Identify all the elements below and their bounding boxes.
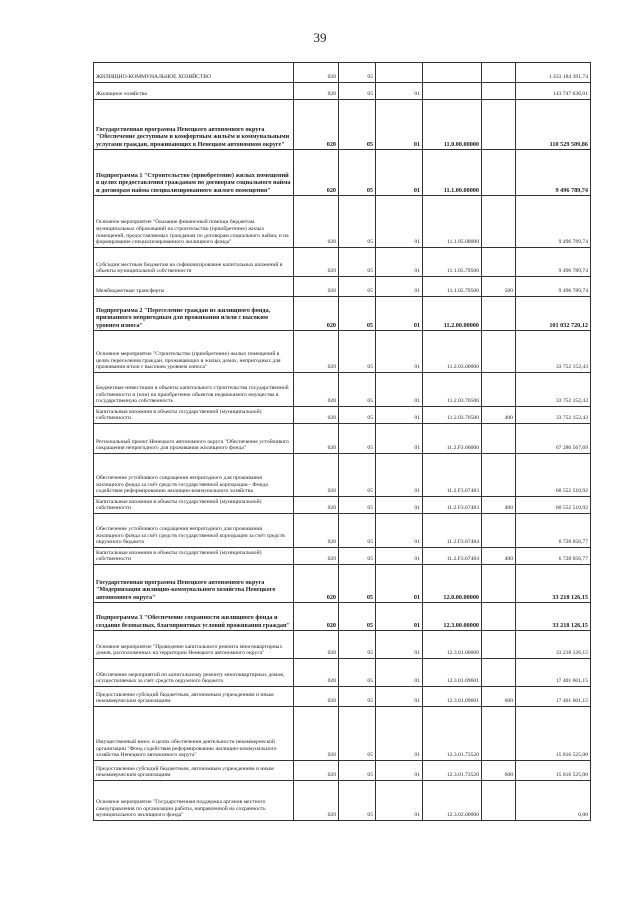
row-amount-cell: 9 496 789,74 [516,277,591,297]
row-section-cell: 05 [339,196,376,248]
row-amount-cell: 9 496 789,74 [516,248,591,277]
table-row [94,100,591,150]
row-section-cell: 05 [339,331,376,373]
table-row [94,781,591,821]
row-section-cell: 05 [339,248,376,277]
row-target-article-cell: 12.3.00.00000 [423,603,482,631]
row-expense-type-cell: 600 [482,761,516,781]
row-expense-type-cell [482,565,516,603]
row-name-cell: Межбюджетные трансферты [94,277,294,297]
table-row [94,687,591,707]
row-expense-type-cell [482,373,516,407]
table-row [94,373,591,407]
row-name-cell: Региональный проект Ненецкого автономного округа "Обеспечение устойчивого сокращения непригодного для проживания жилищного фонда" [94,424,294,454]
row-section-cell: 05 [339,373,376,407]
row-code-cell: 020 [294,497,339,514]
row-name-cell: Капитальные вложения в объекты государственной (муниципальной) собственности [94,497,294,514]
table-row [94,424,591,454]
row-section-cell: 05 [339,424,376,454]
row-subsection-cell: 01 [376,761,423,781]
row-amount-cell: 143 747 636,01 [516,83,591,100]
row-code-cell: 020 [294,548,339,565]
row-amount-cell: 60 552 510,92 [516,497,591,514]
row-code-cell: 020 [294,659,339,687]
row-section-cell: 05 [339,687,376,707]
row-code-cell: 020 [294,631,339,659]
row-section-cell: 05 [339,454,376,497]
row-section-cell: 05 [339,631,376,659]
table-row [94,277,591,297]
row-subsection-cell: 01 [376,248,423,277]
row-subsection-cell: 01 [376,565,423,603]
row-code-cell: 020 [294,565,339,603]
row-expense-type-cell [482,454,516,497]
row-code-cell: 020 [294,603,339,631]
row-amount-cell: 33 752 152,43 [516,407,591,424]
row-name-cell: Обеспечение устойчивого сокращения непригодного для проживания жилищного фонда за счёт средств государственной корпорации - Фонда содействия реформированию жилищно-коммунального хозяйства [94,454,294,497]
row-subsection-cell: 01 [376,196,423,248]
row-amount-cell: 6 728 056,77 [516,514,591,548]
row-amount-cell: 17 401 601,15 [516,659,591,687]
row-subsection-cell: 01 [376,150,423,196]
row-name-cell: Подпрограмма 3 "Обеспечение сохранности жилищного фонда и создание безопасных, благоприятных условий проживания граждан" [94,603,294,631]
row-target-article-cell: 12.3.01.00000 [423,631,482,659]
row-subsection-cell: 01 [376,659,423,687]
row-subsection-cell: 01 [376,497,423,514]
row-amount-cell: 33 752 152,43 [516,373,591,407]
row-expense-type-cell [482,297,516,331]
row-name-cell: Государственная программа Ненецкого автономного округа "Обеспечение доступным и комфортным жильём и коммунальными услугами граждан, проживающих в Ненецком автономном округе" [94,100,294,150]
row-amount-cell: 15 816 525,00 [516,707,591,761]
row-subsection-cell: 01 [376,454,423,497]
table-row [94,196,591,248]
row-expense-type-cell: 600 [482,687,516,707]
row-section-cell: 05 [339,100,376,150]
row-section-cell: 05 [339,707,376,761]
row-target-article-cell: 11.2.F3.67484 [423,514,482,548]
table-row [94,454,591,497]
row-target-article-cell: 11.2.00.00000 [423,297,482,331]
table-row [94,761,591,781]
row-section-cell: 05 [339,565,376,603]
row-target-article-cell: 11.2.03.70500 [423,373,482,407]
row-code-cell: 020 [294,781,339,821]
row-expense-type-cell [482,196,516,248]
row-target-article-cell: 12.3.01.09601 [423,687,482,707]
table-row [94,331,591,373]
row-expense-type-cell [482,631,516,659]
row-expense-type-cell [482,63,516,83]
row-subsection-cell: 01 [376,277,423,297]
row-code-cell: 020 [294,100,339,150]
row-expense-type-cell [482,781,516,821]
row-subsection-cell: 01 [376,514,423,548]
row-code-cell: 020 [294,331,339,373]
row-section-cell: 05 [339,83,376,100]
row-subsection-cell: 01 [376,297,423,331]
row-code-cell: 020 [294,407,339,424]
row-name-cell: Основное мероприятие "Строительство (приобретение) жилых помещений в целях переселения граждан, проживающих в жилых домах, непригодных для проживания и/или с высоким уровнем износа" [94,331,294,373]
row-subsection-cell: 01 [376,100,423,150]
row-name-cell: Капитальные вложения в объекты государственной (муниципальной) собственности [94,548,294,565]
row-amount-cell: 33 752 152,43 [516,331,591,373]
row-expense-type-cell: 400 [482,548,516,565]
row-name-cell: Бюджетные инвестиции в объекты капитального строительства государственной собственности и (или) на приобретение объектов недвижимого имущества в государственную собственность [94,373,294,407]
row-amount-cell: 110 529 509,86 [516,100,591,150]
row-code-cell: 020 [294,83,339,100]
row-target-article-cell: 12.3.02.00000 [423,781,482,821]
row-target-article-cell [423,63,482,83]
row-code-cell: 020 [294,63,339,83]
table-row [94,631,591,659]
row-subsection-cell: 01 [376,687,423,707]
row-target-article-cell: 11.1.05.79500 [423,277,482,297]
row-subsection-cell: 01 [376,424,423,454]
row-target-article-cell: 11.1.05.79500 [423,248,482,277]
row-subsection-cell: 01 [376,548,423,565]
row-name-cell: Обеспечение мероприятий по капитальному ремонту многоквартирных домов, осуществляемых за счёт средств окружного бюджета [94,659,294,687]
row-amount-cell: 0,00 [516,781,591,821]
row-amount-cell: 33 218 126,15 [516,565,591,603]
table-row [94,150,591,196]
row-name-cell: Государственная программа Ненецкого автономного округа "Модернизация жилищно-коммунального хозяйства Ненецкого автономного округа" [94,565,294,603]
row-amount-cell: 1 433 184 391,74 [516,63,591,83]
row-expense-type-cell [482,83,516,100]
row-amount-cell: 33 218 126,15 [516,631,591,659]
row-code-cell: 020 [294,373,339,407]
row-target-article-cell [423,83,482,100]
row-name-cell: Предоставление субсидий бюджетным, автономным учреждениям и иным некоммерческим организациям [94,687,294,707]
row-code-cell: 020 [294,297,339,331]
row-subsection-cell: 01 [376,603,423,631]
row-code-cell: 020 [294,687,339,707]
row-expense-type-cell [482,707,516,761]
budget-table [93,62,591,821]
row-target-article-cell: 12.0.00.00000 [423,565,482,603]
row-section-cell: 05 [339,781,376,821]
row-name-cell: Жилищное хозяйство [94,83,294,100]
row-code-cell: 020 [294,196,339,248]
row-subsection-cell: 01 [376,631,423,659]
row-amount-cell: 17 401 601,15 [516,687,591,707]
row-expense-type-cell [482,248,516,277]
row-name-cell: Подпрограмма 1 "Строительство (приобретение) жилых помещений в целях предоставления гражданам по договорам социального найма и договорам найма специализированного жилого помещения" [94,150,294,196]
row-name-cell: Основное мероприятие "Оказание финансовой помощи бюджетам муниципальных образований на строительство (приобретение) жилых помещений, предоставляемых гражданам по договорам социального найма, и на формирование специализированного жилищного фонда" [94,196,294,248]
row-target-article-cell: 11.2.F3.67484 [423,548,482,565]
row-section-cell: 05 [339,150,376,196]
table-row [94,63,591,83]
row-expense-type-cell: 400 [482,407,516,424]
row-target-article-cell: 12.3.01.73520 [423,761,482,781]
row-code-cell: 020 [294,424,339,454]
table-row [94,548,591,565]
row-code-cell: 020 [294,514,339,548]
row-code-cell: 020 [294,150,339,196]
row-subsection-cell [376,63,423,83]
row-section-cell: 05 [339,297,376,331]
row-target-article-cell: 11.2.03.00000 [423,331,482,373]
row-name-cell: Предоставление субсидий бюджетным, автономным учреждениям и иным некоммерческим организациям [94,761,294,781]
row-expense-type-cell [482,514,516,548]
row-target-article-cell: 12.3.01.73520 [423,707,482,761]
row-section-cell: 05 [339,63,376,83]
table-row [94,565,591,603]
row-section-cell: 05 [339,659,376,687]
row-target-article-cell: 11.1.00.00000 [423,150,482,196]
row-name-cell: ЖИЛИЩНО-КОММУНАЛЬНОЕ ХОЗЯЙСТВО [94,63,294,83]
row-subsection-cell: 01 [376,83,423,100]
row-target-article-cell: 11.2.F3.00000 [423,424,482,454]
table-row [94,603,591,631]
table-row [94,497,591,514]
table-row [94,514,591,548]
row-expense-type-cell [482,150,516,196]
row-amount-cell: 60 552 510,92 [516,454,591,497]
row-code-cell: 020 [294,248,339,277]
row-name-cell: Капитальные вложения в объекты государственной (муниципальной) собственности [94,407,294,424]
row-code-cell: 020 [294,454,339,497]
row-amount-cell: 9 496 789,74 [516,196,591,248]
row-name-cell: Основное мероприятие "Проведение капитального ремонта многоквартирных домов, расположенных на территории Ненецкого автономного округа" [94,631,294,659]
table-row [94,248,591,277]
row-section-cell: 05 [339,277,376,297]
table-row [94,659,591,687]
row-subsection-cell: 01 [376,373,423,407]
row-section-cell: 05 [339,497,376,514]
table-row [94,297,591,331]
row-subsection-cell: 01 [376,331,423,373]
row-expense-type-cell [482,424,516,454]
row-section-cell: 05 [339,514,376,548]
row-target-article-cell: 11.2.F3.67483 [423,454,482,497]
row-name-cell: Основное мероприятие "Государственная поддержка органов местного самоуправления по организации работы, направленной на сохранность муниципального жилищного фонда" [94,781,294,821]
row-expense-type-cell [482,331,516,373]
row-amount-cell: 33 218 126,15 [516,603,591,631]
row-subsection-cell: 01 [376,407,423,424]
row-code-cell: 020 [294,277,339,297]
row-name-cell: Субсидии местным бюджетам на софинансирование капитальных вложений в объекты муниципальной собственности [94,248,294,277]
row-amount-cell: 101 032 720,12 [516,297,591,331]
row-section-cell: 05 [339,548,376,565]
row-expense-type-cell [482,659,516,687]
row-amount-cell: 15 816 525,00 [516,761,591,781]
page-number: 39 [313,30,327,45]
table-row [94,83,591,100]
row-section-cell: 05 [339,407,376,424]
row-expense-type-cell: 500 [482,277,516,297]
row-target-article-cell: 11.1.05.00000 [423,196,482,248]
row-expense-type-cell [482,100,516,150]
row-name-cell: Подпрограмма 2 "Переселение граждан из жилищного фонда, признанного непригодным для проживания и/или с высоким уровнем износа" [94,297,294,331]
row-name-cell: Имущественный взнос в целях обеспечения деятельности некоммерческой организации "Фонд содействия реформированию жилищно-коммунального хозяйства Ненецкого автономного округа" [94,707,294,761]
row-amount-cell: 67 280 567,69 [516,424,591,454]
row-expense-type-cell: 400 [482,497,516,514]
row-subsection-cell: 01 [376,781,423,821]
row-target-article-cell: 11.2.03.70500 [423,407,482,424]
row-code-cell: 020 [294,707,339,761]
row-section-cell: 05 [339,603,376,631]
row-target-article-cell: 12.3.01.09601 [423,659,482,687]
row-section-cell: 05 [339,761,376,781]
row-code-cell: 020 [294,761,339,781]
row-amount-cell: 9 496 789,74 [516,150,591,196]
row-name-cell: Обеспечение устойчивого сокращения непригодного для проживания жилищного фонда за счёт средств государственной корпорации за счёт средств окружного бюджета [94,514,294,548]
row-amount-cell: 6 728 056,77 [516,548,591,565]
table-row [94,407,591,424]
row-expense-type-cell [482,603,516,631]
row-subsection-cell: 01 [376,707,423,761]
row-target-article-cell: 11.0.00.00000 [423,100,482,150]
table-row [94,707,591,761]
row-target-article-cell: 11.2.F3.67483 [423,497,482,514]
